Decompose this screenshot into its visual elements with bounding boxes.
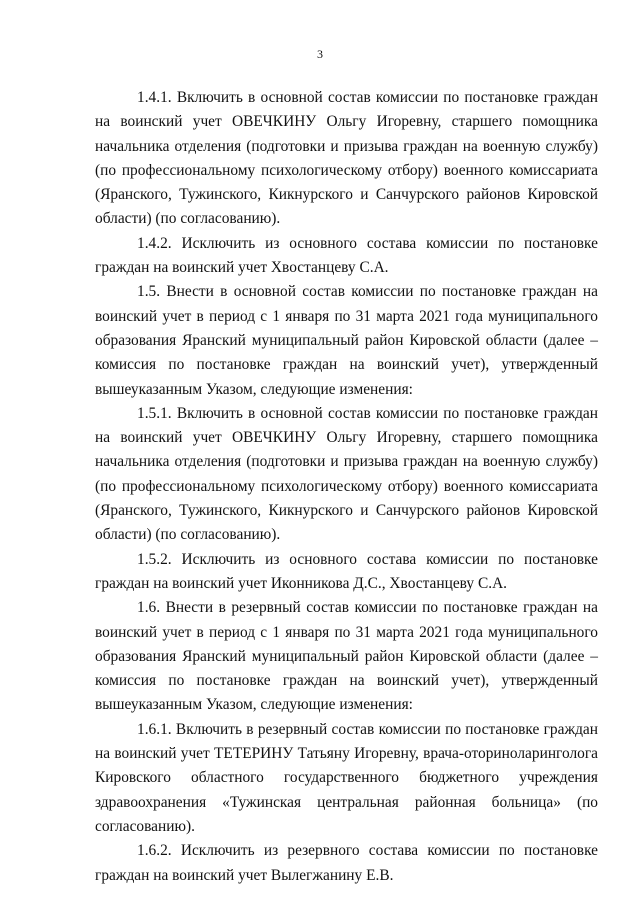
paragraph-1-5: 1.5. Внести в основной состав комиссии по постановке граждан на воинский учет в период с 1 января по 31 марта 2021 года муниципального образования Яранский муниципальный район Кировской области (далее – комиссия по постановке граждан на воинский учет), утвержденный вышеуказанным Указом, следующие изменения: bbox=[95, 283, 598, 398]
paragraph-1-5-1: 1.5.1. Включить в основной состав комиссии по постановке граждан на воинский учет ОВЕЧКИНУ Ольгу Игоревну, старшего помощника начальника отделения (подготовки и призыва граждан на военную службу) (по профессиональному психологическому отбору) военного комиссариата (Яранского, Тужинского, Кикнурского и Санчурского районов Кировской области) (по согласованию). bbox=[95, 404, 598, 544]
paragraph-1-4-1: 1.4.1. Включить в основной состав комиссии по постановке граждан на воинский учет ОВЕЧКИНУ Ольгу Игоревну, старшего помощника начальника отделения (подготовки и призыва граждан на военную службу) (по профессиональному психологическому отбору) военного комиссариата (Яранского, Тужинского, Кикнурского и Санчурского районов Кировской области) (по согласованию). bbox=[95, 89, 598, 228]
page-number: 3 bbox=[317, 47, 323, 61]
paragraph-1-6: 1.6. Внести в резервный состав комиссии по постановке граждан на воинский учет в период с 1 января по 31 марта 2021 года муниципального образования Яранский муниципальный район Кировской области (далее – комиссия по постановке граждан на воинский учет), утвержденный вышеуказанным Указом, следующие изменения: bbox=[95, 599, 598, 714]
paragraph-1-6-1: 1.6.1. Включить в резервный состав комиссии по постановке граждан на воинский учет ТЕТЕРИНУ Татьяну Игоревну, врача-оториноларинголога Кировского областного государственного бюджетного учреждения здравоохранения «Тужинская центральная районная больница» (по согласованию). bbox=[95, 720, 598, 835]
paragraph-1-6-2: 1.6.2. Исключить из резервного состава комиссии по постановке граждан на воинский учет Вылегжанину Е.В. bbox=[95, 842, 598, 884]
paragraph-1-4-2: 1.4.2. Исключить из основного состава комиссии по постановке граждан на воинский учет Хвостанцеву С.А. bbox=[95, 234, 598, 277]
document-body bbox=[95, 86, 598, 888]
paragraph-1-5-2: 1.5.2. Исключить из основного состава комиссии по постановке граждан на воинский учет Иконникова Д.С., Хвостанцеву С.А. bbox=[95, 550, 598, 592]
